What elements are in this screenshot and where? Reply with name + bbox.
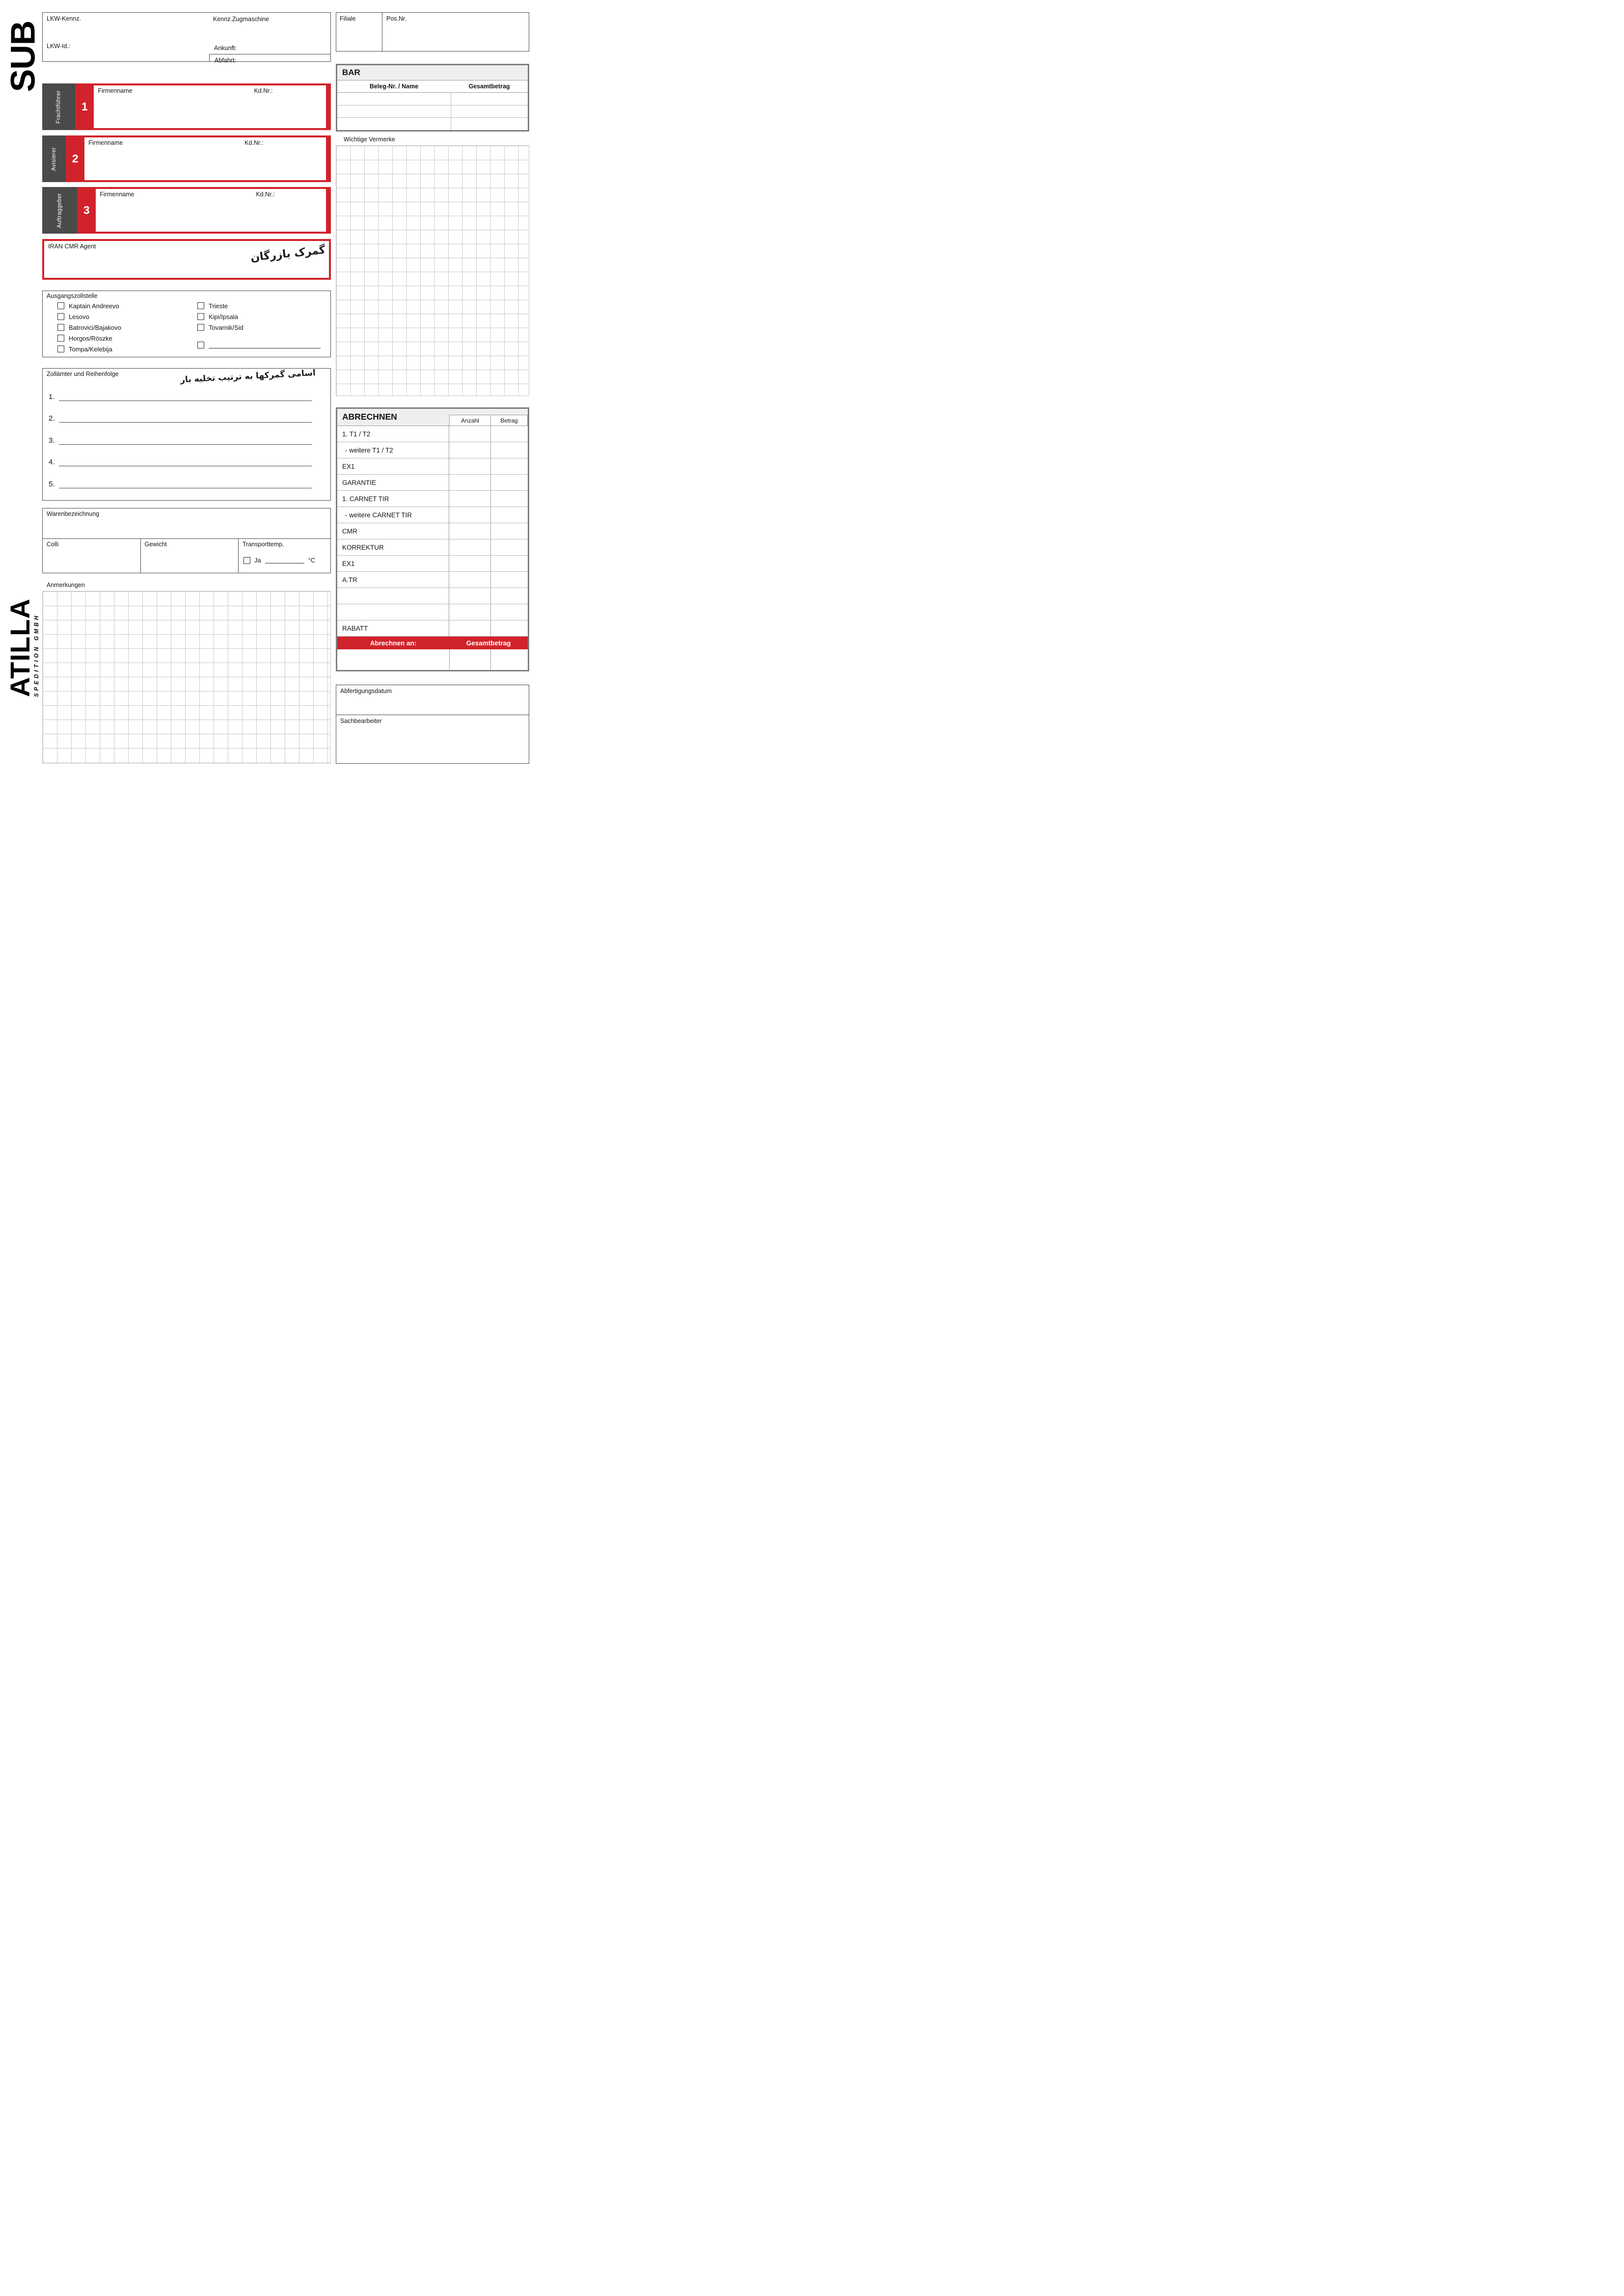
transporttemp-row bbox=[244, 557, 315, 564]
fee-anzahl-cell[interactable] bbox=[449, 475, 490, 490]
betrag-column-header: Betrag bbox=[490, 415, 528, 426]
party-role-bar bbox=[42, 83, 75, 130]
fee-anzahl-cell[interactable] bbox=[449, 426, 490, 442]
fee-betrag-cell[interactable] bbox=[490, 588, 528, 604]
sequence-number: 2. bbox=[49, 414, 55, 423]
ja-checkbox[interactable] bbox=[244, 557, 250, 564]
firmenname-label: Firmenname bbox=[100, 191, 135, 198]
bar-table-row bbox=[337, 93, 528, 106]
exit-customs-option bbox=[57, 323, 121, 331]
sequence-number: 5. bbox=[49, 480, 55, 488]
abrechnen-footer-bar bbox=[337, 637, 528, 649]
atilla-logo-subtitle: SPEDITION GMBH bbox=[33, 614, 40, 697]
fee-label: GARANTIE bbox=[342, 479, 377, 486]
column-divider bbox=[449, 649, 450, 670]
customs-sequence-title: Zollämter und Reihenfolge bbox=[47, 371, 119, 377]
exit-customs-other-line[interactable] bbox=[209, 342, 321, 348]
fee-betrag-cell[interactable] bbox=[490, 620, 528, 636]
fee-row bbox=[337, 556, 528, 572]
form-page bbox=[0, 0, 541, 765]
filiale-label: Filiale bbox=[340, 15, 356, 22]
gewicht-label: Gewicht bbox=[144, 541, 167, 548]
abfertigungsdatum-box[interactable] bbox=[336, 685, 529, 715]
party-number-stripe bbox=[75, 83, 94, 130]
iran-cmr-handwriting: گمرک بازرگان bbox=[250, 244, 326, 264]
fee-row bbox=[337, 572, 528, 588]
exit-customs-checkbox[interactable] bbox=[197, 313, 204, 320]
anmerkungen-grid-area[interactable] bbox=[42, 591, 331, 764]
party-number-stripe bbox=[77, 187, 96, 234]
iran-cmr-label: IRAN CMR Agent bbox=[48, 243, 96, 250]
sequence-number: 4. bbox=[49, 458, 55, 466]
fee-label: A.TR bbox=[342, 576, 357, 584]
fee-betrag-cell[interactable] bbox=[490, 523, 528, 539]
exit-customs-option-label: Horgos/Röszke bbox=[69, 334, 112, 342]
sequence-line[interactable] bbox=[59, 477, 312, 488]
exit-customs-checkbox[interactable] bbox=[197, 342, 204, 348]
fee-anzahl-cell[interactable] bbox=[449, 442, 490, 458]
fee-row bbox=[337, 491, 528, 507]
abrechnen-an-label: Abrechnen an: bbox=[370, 639, 417, 647]
bar-betrag-cell[interactable] bbox=[451, 106, 528, 118]
bar-beleg-cell[interactable] bbox=[337, 93, 451, 105]
party-box-frachtfuehrer bbox=[42, 83, 331, 130]
bar-title-strip bbox=[337, 65, 528, 80]
exit-customs-option bbox=[197, 313, 238, 320]
party-number: 2 bbox=[72, 152, 79, 165]
fee-betrag-cell[interactable] bbox=[490, 572, 528, 587]
exit-customs-option-label: Trieste bbox=[209, 302, 228, 310]
abrechnen-panel bbox=[336, 407, 529, 671]
abfahrt-label: Abfahrt: bbox=[215, 57, 236, 64]
fee-row bbox=[337, 523, 528, 539]
exit-customs-checkbox[interactable] bbox=[57, 335, 64, 342]
abrechnen-header bbox=[337, 409, 528, 426]
sequence-line[interactable] bbox=[59, 411, 312, 423]
exit-customs-option-label: Lesovo bbox=[69, 313, 89, 320]
truck-header-box[interactable] bbox=[42, 12, 331, 62]
sequence-line[interactable] bbox=[59, 390, 312, 401]
fee-anzahl-cell[interactable] bbox=[449, 604, 490, 620]
exit-customs-other-option bbox=[197, 341, 321, 349]
party-box-auftraggeber bbox=[42, 187, 331, 234]
party-role-label: Frachtführer bbox=[55, 90, 62, 124]
fee-row bbox=[337, 588, 528, 604]
fee-label: - weitere CARNET TIR bbox=[345, 511, 412, 519]
sequence-line[interactable] bbox=[59, 455, 312, 466]
exit-customs-checkbox[interactable] bbox=[57, 313, 64, 320]
exit-customs-title: Ausgangszollstelle bbox=[47, 293, 98, 299]
customs-sequence-row bbox=[49, 478, 312, 488]
customs-sequence-row bbox=[49, 412, 312, 423]
fee-row bbox=[337, 604, 528, 620]
iran-cmr-box[interactable] bbox=[42, 239, 331, 280]
vermerke-grid-area[interactable] bbox=[336, 145, 529, 396]
fee-row bbox=[337, 442, 528, 458]
bar-betrag-cell[interactable] bbox=[451, 93, 528, 105]
abrechnen-title: ABRECHNEN bbox=[342, 412, 397, 422]
exit-customs-checkbox[interactable] bbox=[197, 302, 204, 309]
exit-customs-option-label: Tovarnik/Sid bbox=[209, 323, 244, 331]
exit-customs-checkbox[interactable] bbox=[57, 302, 64, 309]
customs-sequence-row bbox=[49, 434, 312, 445]
colli-cell[interactable] bbox=[42, 538, 141, 573]
gewicht-cell[interactable] bbox=[140, 538, 239, 573]
ankunft-label: Ankunft: bbox=[214, 45, 237, 52]
fee-betrag-cell[interactable] bbox=[490, 458, 528, 474]
exit-customs-option bbox=[197, 302, 228, 310]
filiale-posnr-box[interactable] bbox=[336, 12, 529, 52]
temperature-line[interactable] bbox=[265, 557, 304, 563]
atilla-logo bbox=[3, 579, 44, 717]
exit-customs-option bbox=[57, 313, 89, 320]
party-number: 1 bbox=[81, 100, 88, 113]
fee-anzahl-cell[interactable] bbox=[449, 620, 490, 636]
exit-customs-option-label: Tompa/Kelebija bbox=[69, 345, 112, 353]
sequence-number: 1. bbox=[49, 393, 55, 401]
fee-anzahl-cell[interactable] bbox=[449, 458, 490, 474]
fee-row bbox=[337, 620, 528, 637]
atilla-logo-block bbox=[4, 598, 40, 697]
lkw-id-label: LKW-Id.: bbox=[47, 43, 71, 50]
bar-title: BAR bbox=[342, 67, 360, 77]
party-number-stripe bbox=[66, 135, 84, 182]
exit-customs-option bbox=[197, 323, 244, 331]
party-fill-area[interactable] bbox=[94, 83, 331, 130]
atilla-logo-text: ATILLA bbox=[4, 598, 35, 697]
exit-customs-checkbox[interactable] bbox=[197, 324, 204, 331]
customs-sequence-row bbox=[49, 455, 312, 466]
celsius-label: °C bbox=[308, 557, 316, 564]
fee-betrag-cell[interactable] bbox=[490, 426, 528, 442]
sachbearbeiter-label: Sachbearbeiter bbox=[340, 718, 382, 724]
bar-col-gesamt: Gesamtbetrag bbox=[468, 82, 510, 90]
anmerkungen-title: Anmerkungen bbox=[47, 582, 85, 588]
gesamtbetrag-label: Gesamtbetrag bbox=[466, 639, 511, 647]
bar-beleg-cell[interactable] bbox=[337, 118, 451, 130]
fee-anzahl-cell[interactable] bbox=[449, 523, 490, 539]
fee-label: EX1 bbox=[342, 560, 355, 567]
party-fill-area[interactable] bbox=[96, 187, 331, 234]
fee-anzahl-cell[interactable] bbox=[449, 556, 490, 571]
party-role-label: Avisierer bbox=[51, 147, 57, 171]
kdnr-label: Kd.Nr.: bbox=[256, 191, 275, 198]
exit-customs-option-label: Batrovici/Bajakovo bbox=[69, 323, 121, 331]
exit-customs-option bbox=[57, 334, 112, 342]
party-fill-area[interactable] bbox=[84, 135, 331, 182]
kdnr-label: Kd.Nr.: bbox=[244, 139, 264, 146]
kennz-zugmaschine-label: Kennz.Zugmaschine bbox=[213, 16, 269, 23]
ja-label: Ja bbox=[254, 557, 261, 564]
bar-betrag-cell[interactable] bbox=[451, 118, 528, 130]
fee-betrag-cell[interactable] bbox=[490, 491, 528, 507]
bar-table-row bbox=[337, 106, 528, 118]
fee-label: 1. T1 / T2 bbox=[342, 430, 371, 438]
party-number: 3 bbox=[83, 204, 90, 216]
fee-betrag-cell[interactable] bbox=[490, 556, 528, 571]
exit-customs-option bbox=[57, 302, 119, 310]
transporttemp-cell bbox=[238, 538, 331, 573]
transporttemp-label: Transporttemp. bbox=[243, 541, 284, 548]
fee-row bbox=[337, 539, 528, 556]
lkw-kennz-label: LKW-Kennz. bbox=[47, 15, 81, 22]
fee-row bbox=[337, 426, 528, 442]
exit-customs-option-label: Kaptain Andreevo bbox=[69, 302, 119, 310]
fee-betrag-cell[interactable] bbox=[490, 442, 528, 458]
exit-customs-option-label: Kipi/Ipsala bbox=[209, 313, 238, 320]
customs-sequence-box bbox=[42, 368, 331, 501]
party-role-label: Auftraggeber bbox=[56, 192, 63, 228]
fee-label: KORREKTUR bbox=[342, 543, 384, 551]
bar-table-row bbox=[337, 118, 528, 130]
goods-description-title: Warenbezeichnung bbox=[47, 510, 100, 517]
fee-label: CMR bbox=[342, 527, 357, 535]
fee-label: 1. CARNET TIR bbox=[342, 495, 389, 503]
fee-label: - weitere T1 / T2 bbox=[345, 446, 393, 454]
exit-customs-option bbox=[57, 345, 112, 353]
fee-row bbox=[337, 475, 528, 491]
sequence-line[interactable] bbox=[59, 433, 312, 445]
fee-label: EX1 bbox=[342, 462, 355, 470]
bar-panel bbox=[336, 64, 529, 132]
firmenname-label: Firmenname bbox=[98, 87, 133, 94]
fee-betrag-cell[interactable] bbox=[490, 539, 528, 555]
bar-table-header bbox=[337, 80, 528, 93]
fee-betrag-cell[interactable] bbox=[490, 475, 528, 490]
customs-sequence-row bbox=[49, 390, 312, 401]
sub-logo bbox=[3, 10, 42, 103]
kdnr-label: Kd.Nr.: bbox=[254, 87, 273, 94]
fee-row bbox=[337, 507, 528, 523]
fee-anzahl-cell[interactable] bbox=[449, 588, 490, 604]
fee-anzahl-cell[interactable] bbox=[449, 507, 490, 523]
bar-beleg-cell[interactable] bbox=[337, 106, 451, 118]
firmenname-label: Firmenname bbox=[88, 139, 123, 146]
colli-label: Colli bbox=[47, 541, 59, 548]
exit-customs-box bbox=[42, 291, 331, 357]
party-box-avisierer bbox=[42, 135, 331, 182]
exit-customs-checkbox[interactable] bbox=[57, 324, 64, 331]
fee-anzahl-cell[interactable] bbox=[449, 572, 490, 587]
fee-anzahl-cell[interactable] bbox=[449, 491, 490, 507]
goods-description-box[interactable] bbox=[42, 508, 331, 539]
abfertigungsdatum-label: Abfertigungsdatum bbox=[340, 688, 392, 694]
fee-anzahl-cell[interactable] bbox=[449, 539, 490, 555]
sequence-number: 3. bbox=[49, 436, 55, 445]
fee-betrag-cell[interactable] bbox=[490, 604, 528, 620]
posnr-label: Pos.Nr. bbox=[386, 15, 406, 22]
abfahrt-cell[interactable] bbox=[209, 54, 330, 64]
fee-label: RABATT bbox=[342, 624, 368, 632]
customs-sequence-handwriting: اسامی گمرکها به ترتیب تخلیه بار bbox=[180, 368, 316, 385]
column-divider bbox=[490, 649, 491, 670]
party-role-bar bbox=[42, 135, 66, 182]
vermerke-title: Wichtige Vermerke bbox=[344, 136, 395, 143]
fee-betrag-cell[interactable] bbox=[490, 507, 528, 523]
party-role-bar bbox=[42, 187, 77, 234]
sachbearbeiter-box[interactable] bbox=[336, 715, 529, 764]
fee-row bbox=[337, 458, 528, 475]
anzahl-column-header: Anzahl bbox=[449, 415, 491, 426]
exit-customs-checkbox[interactable] bbox=[57, 346, 64, 352]
bar-col-beleg: Beleg-Nr. / Name bbox=[369, 82, 419, 90]
abrechnen-total-area[interactable] bbox=[337, 649, 528, 670]
sub-logo-text: SUB bbox=[3, 21, 42, 92]
